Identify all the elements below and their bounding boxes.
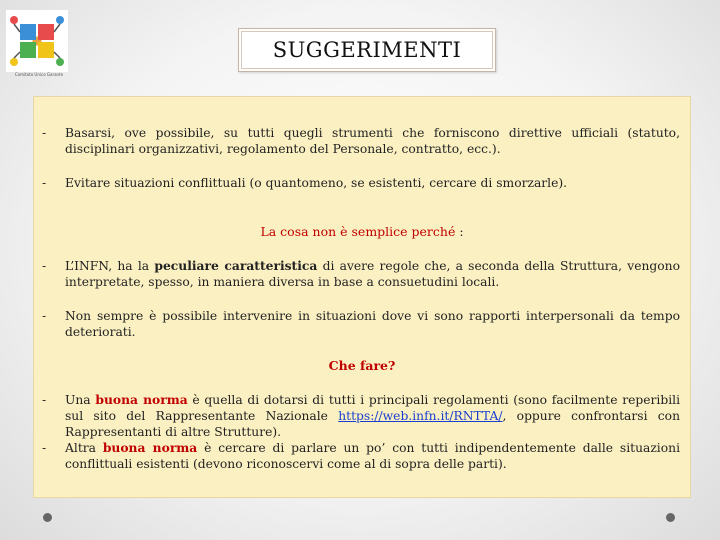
heading-text: Che fare?	[328, 358, 396, 373]
decorative-dot	[43, 513, 52, 522]
heading-colon: :	[459, 224, 464, 239]
title-box	[238, 28, 496, 72]
content-panel	[33, 96, 691, 498]
section-heading-2	[34, 358, 690, 373]
item-text: L’INFN, ha la peculiare caratteristica di avere regole che, a seconda della Struttura, vengono interpretate, spesso, in maniera diversa in base a consuetudini locali.	[65, 258, 680, 289]
page-title: SUGGERIMENTI	[241, 31, 493, 69]
emphasis: buona norma	[95, 392, 188, 407]
bullet-dash: -	[42, 176, 47, 190]
bullet-dash: -	[42, 309, 47, 323]
emphasis: buona norma	[102, 440, 198, 455]
decorative-dot	[666, 513, 675, 522]
emphasis: peculiare caratteristica	[154, 258, 318, 273]
puzzle-logo-icon	[6, 10, 68, 72]
item-text: Una buona norma è quella di dotarsi di tutti i principali regolamenti (sono facilmente reperibili sul sito del Rappresentante Nazionale https://web.infn.it/RNTTA/, oppure confrontarsi con Rappresentanti di altre Strutture).	[65, 392, 680, 439]
bullet-dash: -	[42, 259, 47, 273]
item-text: Altra buona norma è cercare di parlare un po’ con tutti indipendentemente dalle situazioni conflittuali esistenti (devono riconoscervi come al di sopra delle parti).	[65, 440, 680, 471]
item-text: Evitare situazioni conflittuali (o quantomeno, se esistenti, cercare di smorzarle).	[65, 176, 568, 190]
section-heading	[34, 224, 690, 239]
bullet-dash: -	[42, 441, 47, 455]
bullet-dash: -	[42, 126, 47, 140]
item-text: Non sempre è possibile intervenire in situazioni dove vi sono rapporti interpersonali da tempo deteriorati.	[65, 309, 680, 339]
heading-text: La cosa non è semplice perché	[260, 224, 456, 239]
rntta-link[interactable]: https://web.infn.it/RNTTA/	[338, 409, 503, 423]
bullet-dash: -	[42, 393, 47, 407]
item-text: Basarsi, ove possibile, su tutti quegli strumenti che forniscono direttive ufficiali (statuto, disciplinari organizzativi, regolamento del Personale, contratto, ecc.).	[65, 126, 680, 156]
logo-caption: Comitato Unico Garante	[14, 72, 64, 77]
